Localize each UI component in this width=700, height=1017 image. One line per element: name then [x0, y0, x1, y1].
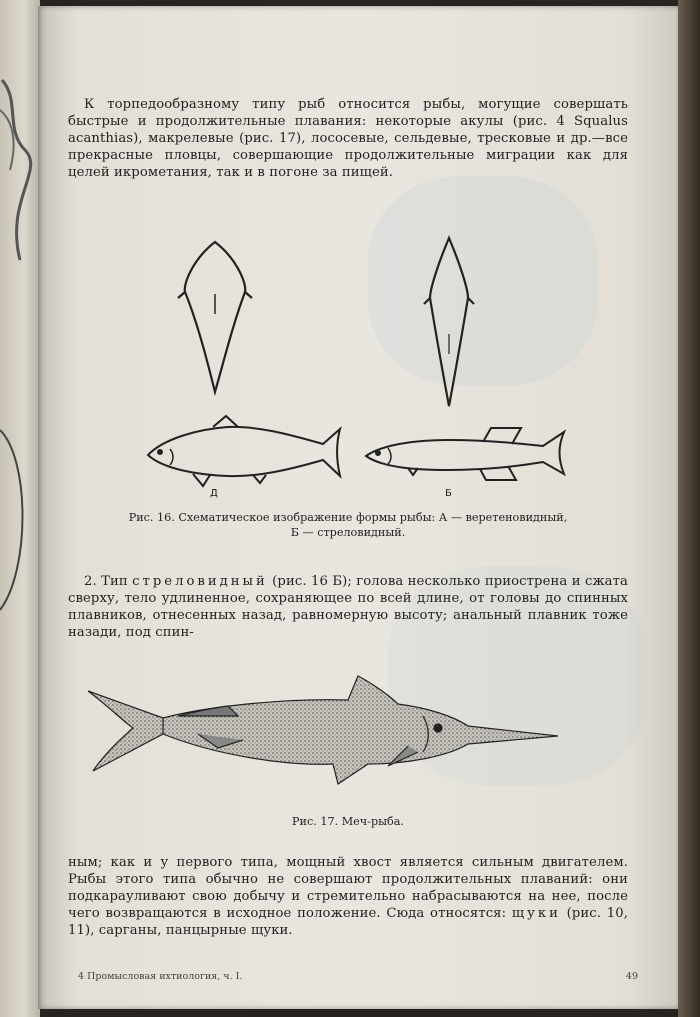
- paragraph-continuation: [68, 854, 628, 939]
- swordfish-body: [88, 676, 558, 784]
- paragraph-text: К торпедообразному типу рыб относится рыбы, могущие совершать быстрые и продолжительные плавания: некоторые акулы (рис. 4 Squalus acanthias), макрелевые (рис. 17), лососевые, сельдевые, тресковые и др.—все прекрасные пловцы, совершающие продолжительные миграции как для целей икрометания, так и в погоне за пищей.: [68, 97, 628, 180]
- term-pike: щуки: [511, 906, 561, 921]
- paragraph-lead: 2. Тип: [84, 574, 133, 589]
- adjacent-page-edge: [0, 0, 40, 1017]
- adjacent-page-curve: [0, 420, 34, 620]
- fusiform-fish-side: [148, 416, 340, 486]
- paragraph-text: (рис. 10, 11), сарганы, панцырные щуки.: [68, 906, 629, 938]
- book-cover-edge: [678, 0, 700, 1017]
- footer-signature: 4 Промысловая ихтиология, ч. I.: [78, 971, 243, 982]
- book-page: [38, 6, 678, 1009]
- page-footer: [78, 971, 638, 985]
- figure-16-fish-shapes: [108, 234, 568, 504]
- arrowlike-fish-side: [366, 428, 564, 480]
- arrowlike-cross-section: [424, 238, 474, 406]
- caption-line: Б — стреловидный.: [290, 526, 406, 539]
- figure-label-a: Д: [210, 488, 218, 499]
- paragraph-arrow-type: [68, 573, 628, 641]
- fusiform-cross-section: [178, 242, 252, 392]
- adjacent-page-illustration: [0, 70, 34, 270]
- paragraph-torpedo-type: [68, 96, 628, 181]
- caption-line: Рис. 16. Схематическое изображение формы рыбы: А — веретеновидный,: [128, 511, 568, 524]
- paragraph-text: ным; как и у первого типа, мощный хвост является сильным двигателем. Рыбы этого типа обычно не совершают продолжительных плаваний: они подкарауливают свою добычу и стремительно набрасываются на нее, после чего возвращаются в исходное положение. Сюда относятся:: [68, 855, 628, 921]
- figure-label-b: Б: [445, 488, 452, 499]
- term-arrowlike: стреловидный: [132, 574, 268, 589]
- paragraph-text: (рис. 16 Б); голова несколько приострена и сжата сверху, тело удлиненное, сохраняющее по всей длине, от головы до спинных плавников, отнесенных назад, равномерную высоту; анальный плавник тоже назади, под спин-: [68, 574, 628, 640]
- page-number: 49: [625, 971, 638, 982]
- figure-16-caption: [78, 510, 618, 540]
- figure-17-swordfish: [88, 656, 558, 801]
- figure-17-caption: Рис. 17. Меч-рыба.: [292, 815, 404, 828]
